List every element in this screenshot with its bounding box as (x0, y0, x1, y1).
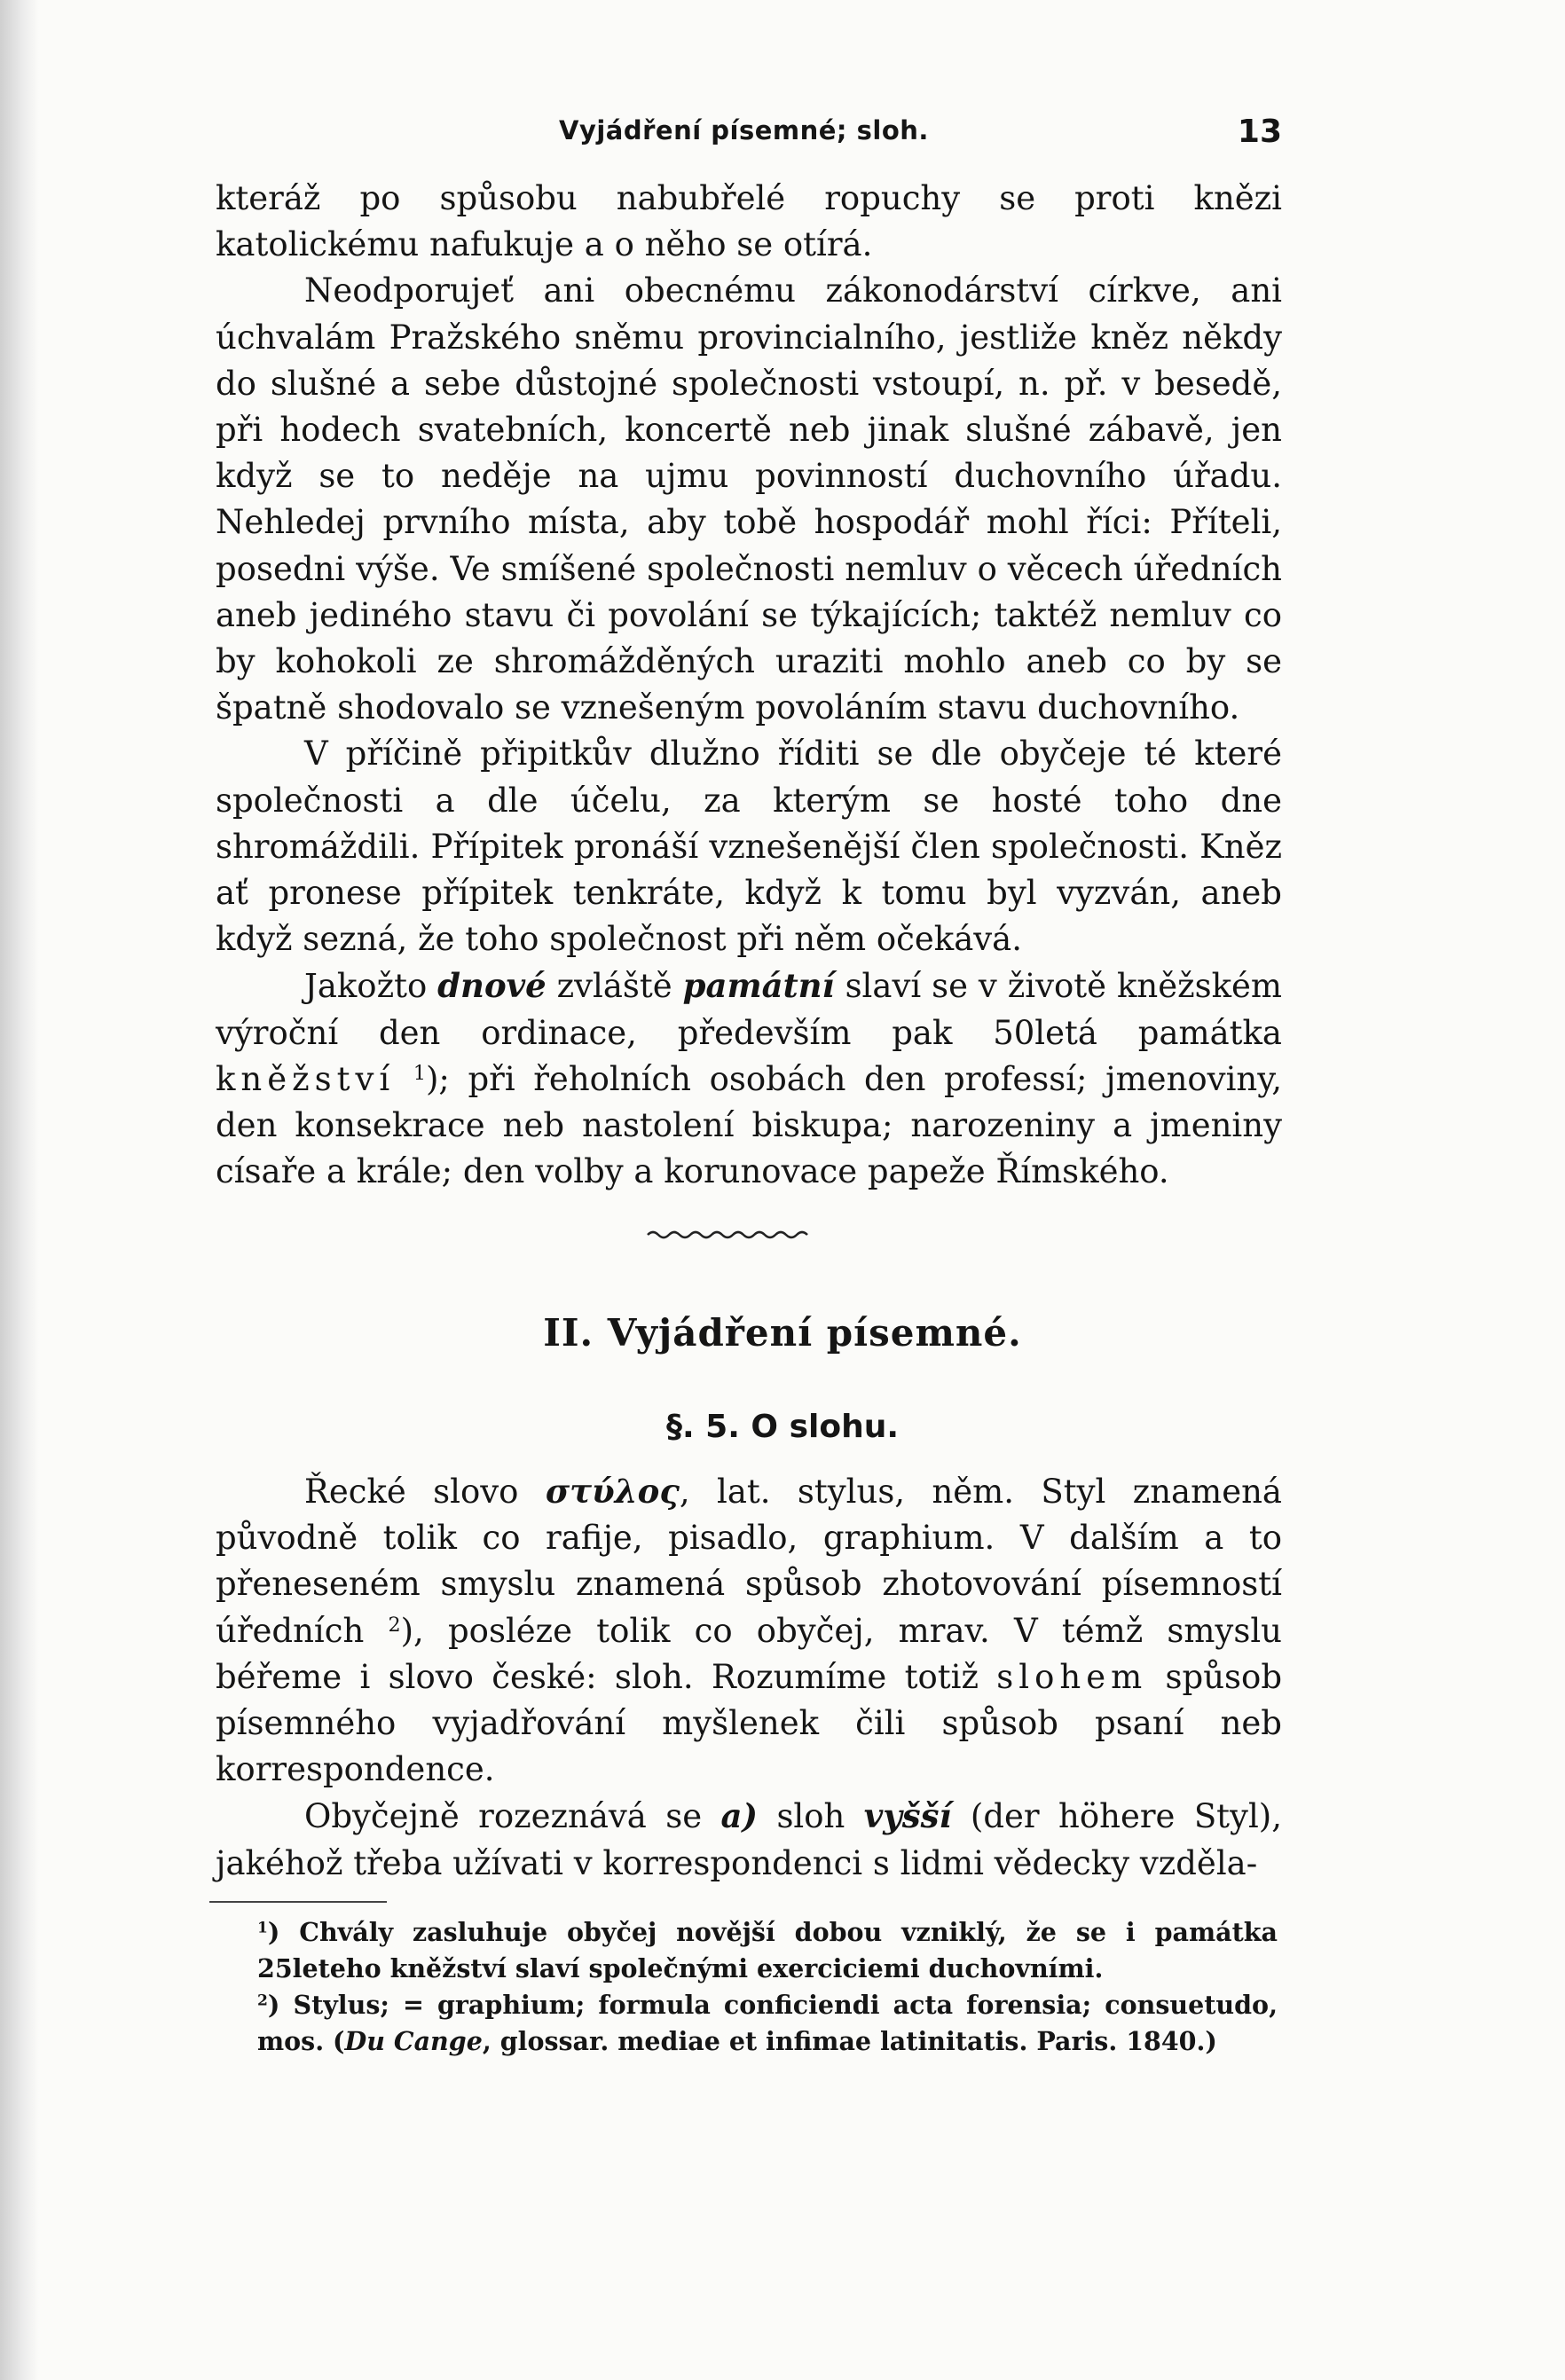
emphasis: dnové (437, 966, 547, 1006)
page-header (217, 114, 1282, 158)
emphasis: památní (682, 966, 835, 1006)
footnote-mark: 2 (257, 1991, 268, 2010)
text-run: ; při řeholních osobách den professí; jmenoviny, den konsekrace neb nastolení biskupa; narozeniny a jmeniny císaře a krále; den volby a korunovace papeže Římského. (216, 1059, 1282, 1191)
page-number: 13 (1237, 114, 1282, 150)
footnote-ref: 1 (413, 1061, 426, 1085)
emphasis: a) (720, 1796, 759, 1836)
emphasis: Du Cange (344, 2026, 483, 2056)
footnote-text: , glossar. mediae et infimae latinitatis. Paris. 1840.) (482, 2026, 1217, 2056)
footnotes (257, 1914, 1278, 2060)
paragraph: Neodporujeť ani obecnému zákonodárství církve, ani úchvalám Pražského sněmu provincialního, jestliže kněz někdy do slušné a sebe důstojné společnosti vstoupí, n. př. v besedě, při hodech svatebních, koncertě neb jinak slušné zábavě, jen když se to neděje na ujmu povinností duchovního úřadu. Nehledej prvního místa, aby tobě hospodář mohl říci: Příteli, posedni výše. Ve smíšené společnosti nemluv o věcech úředních aneb jediného stavu či povolání se týkajících; taktéž nemluv co by kohokoli ze shromážděných uraziti mohlo aneb co by se špatně shodovalo se vznešeným povoláním stavu duchovního. (216, 271, 1282, 727)
body-text-bottom (216, 1468, 1282, 1887)
text-run: (der höhere Styl), jakéhož třeba užívati v korrespondenci s lidmi vědecky vzděla- (216, 1797, 1282, 1882)
spaced-word: kněžství (216, 1059, 396, 1098)
text-run: slaví se v životě kněžském výroční den ordinace, především pak 50letá památka (216, 967, 1282, 1052)
emphasis: vyšší (863, 1796, 952, 1836)
spaced-word: slohem (996, 1657, 1148, 1696)
text-run: Jakožto (304, 967, 428, 1006)
body-text-top (216, 176, 1282, 1195)
greek-word: στύλος (545, 1472, 680, 1511)
ornament-divider (646, 1226, 823, 1245)
paragraph: kteráž po spůsobu nabubřelé ropuchy se proti knězi katolickému nafukuje a o něho se otírá. (216, 179, 1282, 264)
chapter-title: II. Vyjádření písemné. (543, 1311, 1022, 1355)
footnote-ref: 2 (388, 1613, 401, 1637)
text-run: sloh (776, 1797, 845, 1836)
paragraph (216, 1793, 1282, 1886)
text-run: spůsob písemného vyjadřování myšlenek čili spůsob psaní neb korrespondence. (216, 1657, 1282, 1789)
footnote-text: ) Stylus; = graphium; formula conficiendi acta forensia; consuetudo, mos. ( (257, 1990, 1278, 2056)
text-run: Řecké slovo (304, 1473, 519, 1511)
text-run: ), posléze tolik co obyčej, mrav. V témž smyslu béřeme i slovo české: sloh. Rozumíme totiž (216, 1611, 1282, 1696)
footnote-mark: 1 (257, 1919, 268, 1937)
scan-edge (0, 0, 39, 2380)
text-run: Obyčejně rozeznává se (304, 1797, 703, 1836)
running-head: Vyjádření písemné; sloh. (559, 115, 929, 145)
footnote-1 (257, 1914, 1278, 1987)
section-title: §. 5. O slohu. (665, 1409, 900, 1445)
paragraph: Jakožto dnové zvláště památní slaví se v životě kněžském výroční den ordinace, především pak 50letá památka kněžství $^1$); při řeholních osobách den professí; jmenoviny, den konsekrace neb nastolení biskupa; narozeniny a jmeniny císaře a krále; den volby a korunovace papeže Římského. (216, 966, 1282, 1191)
paragraph (216, 1468, 1282, 1793)
footnote-text: ) Chvály zasluhuje obyčej novější dobou vzniklý, že se i památka 25leteho kněžství slaví společnými exerciciemi duchovními. (257, 1917, 1278, 1983)
footnote-rule (209, 1901, 387, 1903)
footnote-2 (257, 1987, 1278, 2060)
paragraph: V příčině připitkův dlužno říditi se dle obyčeje té které společnosti a dle účelu, za kterým se hosté toho dne shromáždili. Přípitek pronáší vznešenější člen společnosti. Kněz ať pronese přípitek tenkráte, když k tomu byl vyzván, aneb když sezná, že toho společnost při něm očekává. (216, 734, 1282, 959)
text-run: zvláště (556, 967, 672, 1006)
text-run: , lat. stylus, něm. Styl znamená původně tolik co rafije, pisadlo, graphium. V dalším a to přeneseném smyslu znamená spůsob zhotovování písemností úředních (216, 1473, 1282, 1650)
